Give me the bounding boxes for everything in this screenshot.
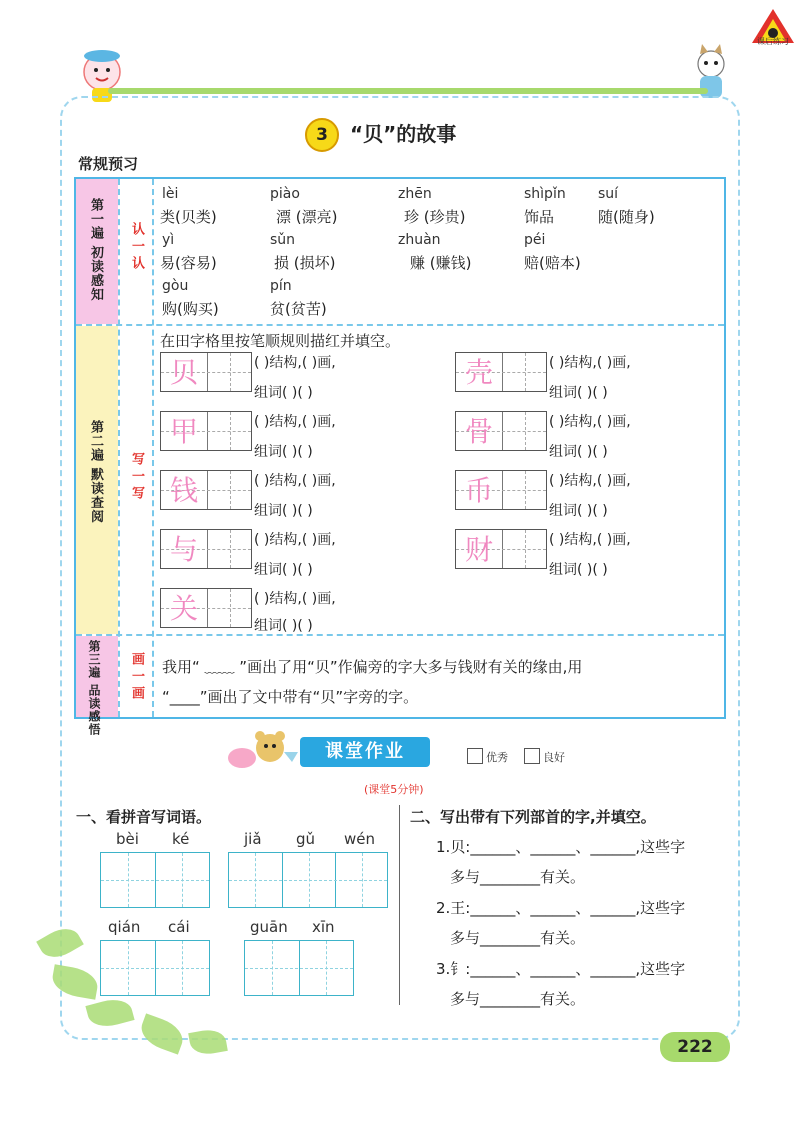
trace-char: 骨 <box>464 415 493 448</box>
fill-words: 组词( )( ) <box>549 503 608 519</box>
fill-structure: ( )结构,( )画, <box>254 532 336 548</box>
q2-item-line1: 1.贝:______、______、______,这些字 <box>436 838 686 856</box>
trace-char: 关 <box>169 592 198 625</box>
trace-char: 财 <box>464 533 493 566</box>
page-number: 222 <box>660 1032 730 1062</box>
pinyin: cái <box>168 918 190 936</box>
pinyin: gǔ <box>296 830 316 848</box>
pinyin: shìpǐn <box>524 186 566 202</box>
section-heading: 常规预习 <box>78 155 139 173</box>
pinyin: piào <box>270 186 300 202</box>
fill-structure: ( )结构,( )画, <box>254 414 336 430</box>
pinyin: qián <box>108 918 141 936</box>
word: 珍 (珍贵) <box>404 208 466 226</box>
pinyin: gòu <box>162 278 189 294</box>
pinyin: zhēn <box>398 186 432 202</box>
tian-grid[interactable] <box>455 352 547 392</box>
word: 漂 (漂亮) <box>276 208 338 226</box>
tian-grid[interactable] <box>160 352 252 392</box>
cartoon-cat-icon <box>686 44 736 104</box>
word: 损 (损坏) <box>274 254 336 272</box>
pinyin: sǔn <box>270 232 296 248</box>
word: 贫(贫苦) <box>270 300 327 318</box>
word: 购(购买) <box>162 300 219 318</box>
pinyin: zhuàn <box>398 232 441 248</box>
lesson-number: 3 <box>305 118 339 152</box>
fill-words: 组词( )( ) <box>254 503 313 519</box>
rating-good-checkbox[interactable] <box>524 748 540 764</box>
fill-words: 组词( )( ) <box>254 444 313 460</box>
word: 易(容易) <box>160 254 217 272</box>
fill-words: 组词( )( ) <box>549 385 608 401</box>
fill-structure: ( )结构,( )画, <box>254 591 336 607</box>
band-1-activity: 认一认 <box>129 222 144 273</box>
fill-structure: ( )结构,( )画, <box>549 355 631 371</box>
rating-excellent-checkbox[interactable] <box>467 748 483 764</box>
band-2-activity: 写一写 <box>129 452 144 503</box>
fill-words: 组词( )( ) <box>549 562 608 578</box>
fill-structure: ( )结构,( )画, <box>549 414 631 430</box>
pinyin: wén <box>344 830 376 848</box>
header-rule <box>108 88 708 94</box>
q1-title: 一、看拼音写词语。 <box>76 808 212 826</box>
pinyin: pín <box>270 278 292 294</box>
classwork-banner: 课堂作业 <box>300 737 430 767</box>
tian-grid[interactable] <box>160 588 252 628</box>
pinyin: péi <box>524 232 546 248</box>
fill-words: 组词( )( ) <box>549 444 608 460</box>
tian-grid[interactable] <box>160 470 252 510</box>
band-3-activity: 画一画 <box>129 652 144 703</box>
col-divider <box>152 179 154 717</box>
tian-grid[interactable] <box>455 411 547 451</box>
logo-text: 课后练习 <box>757 37 789 46</box>
q2-item-line1: 3.钅:______、______、______,这些字 <box>436 960 686 978</box>
word: 随(随身) <box>598 208 655 226</box>
word: 赚 (赚钱) <box>410 254 472 272</box>
band-3-label: 第三遍 品读感悟 <box>87 640 101 737</box>
fill-words: 组词( )( ) <box>254 562 313 578</box>
word: 饰品 <box>524 208 555 226</box>
q2-item-line2: 多与________有关。 <box>450 990 586 1008</box>
trace-char: 与 <box>169 533 198 566</box>
draw-line-2: “____”画出了文中带有“贝”字旁的字。 <box>162 688 419 706</box>
fill-words: 组词( )( ) <box>254 385 313 401</box>
pinyin: xīn <box>312 918 335 936</box>
q2-item-line2: 多与________有关。 <box>450 929 586 947</box>
tian-grid[interactable] <box>455 529 547 569</box>
tian-grid[interactable] <box>160 411 252 451</box>
answer-grid[interactable] <box>100 940 210 996</box>
trace-char: 壳 <box>464 356 493 389</box>
pinyin: jiǎ <box>244 830 262 848</box>
lesson-title: “贝”的故事 <box>350 122 457 146</box>
rating-excellent-label: 优秀 <box>486 751 508 764</box>
fill-words: 组词( )( ) <box>254 618 313 634</box>
column-divider <box>399 805 400 1005</box>
cartoon-bear-icon <box>222 728 298 774</box>
row-divider <box>76 634 724 636</box>
trace-char: 贝 <box>169 356 198 389</box>
answer-grid[interactable] <box>244 940 354 996</box>
draw-line-1: 我用“ ﹏﹏ ”画出了用“贝”作偏旁的字大多与钱财有关的缘由,用 <box>162 658 583 676</box>
q2-item-line1: 2.王:______、______、______,这些字 <box>436 899 686 917</box>
pinyin: suí <box>598 186 619 202</box>
q2-item-line2: 多与________有关。 <box>450 868 586 886</box>
fill-structure: ( )结构,( )画, <box>254 473 336 489</box>
row-divider <box>76 324 724 326</box>
col-divider <box>118 179 120 717</box>
rating-good-label: 良好 <box>543 751 565 764</box>
pinyin: ké <box>172 830 190 848</box>
trace-char: 甲 <box>169 415 198 448</box>
word: 赔(赔本) <box>524 254 581 272</box>
band-1-label: 第一遍 初读感知 <box>88 198 103 302</box>
word: 类(贝类) <box>160 208 217 226</box>
write-instruction: 在田字格里按笔顺规则描红并填空。 <box>160 332 401 350</box>
trace-char: 币 <box>464 474 493 507</box>
pinyin: bèi <box>116 830 139 848</box>
time-hint: (课堂5分钟) <box>364 783 424 796</box>
q2-title: 二、写出带有下列部首的字,并填空。 <box>410 808 656 826</box>
tian-grid[interactable] <box>160 529 252 569</box>
pinyin: lèi <box>162 186 179 202</box>
fill-structure: ( )结构,( )画, <box>549 532 631 548</box>
fill-structure: ( )结构,( )画, <box>549 473 631 489</box>
pinyin: guān <box>250 918 288 936</box>
band-2-label: 第二遍 默读查阅 <box>88 420 103 524</box>
pinyin: yì <box>162 232 175 248</box>
fill-structure: ( )结构,( )画, <box>254 355 336 371</box>
trace-char: 钱 <box>169 474 198 507</box>
tian-grid[interactable] <box>455 470 547 510</box>
answer-grid[interactable] <box>100 852 210 908</box>
answer-grid[interactable] <box>228 852 388 908</box>
